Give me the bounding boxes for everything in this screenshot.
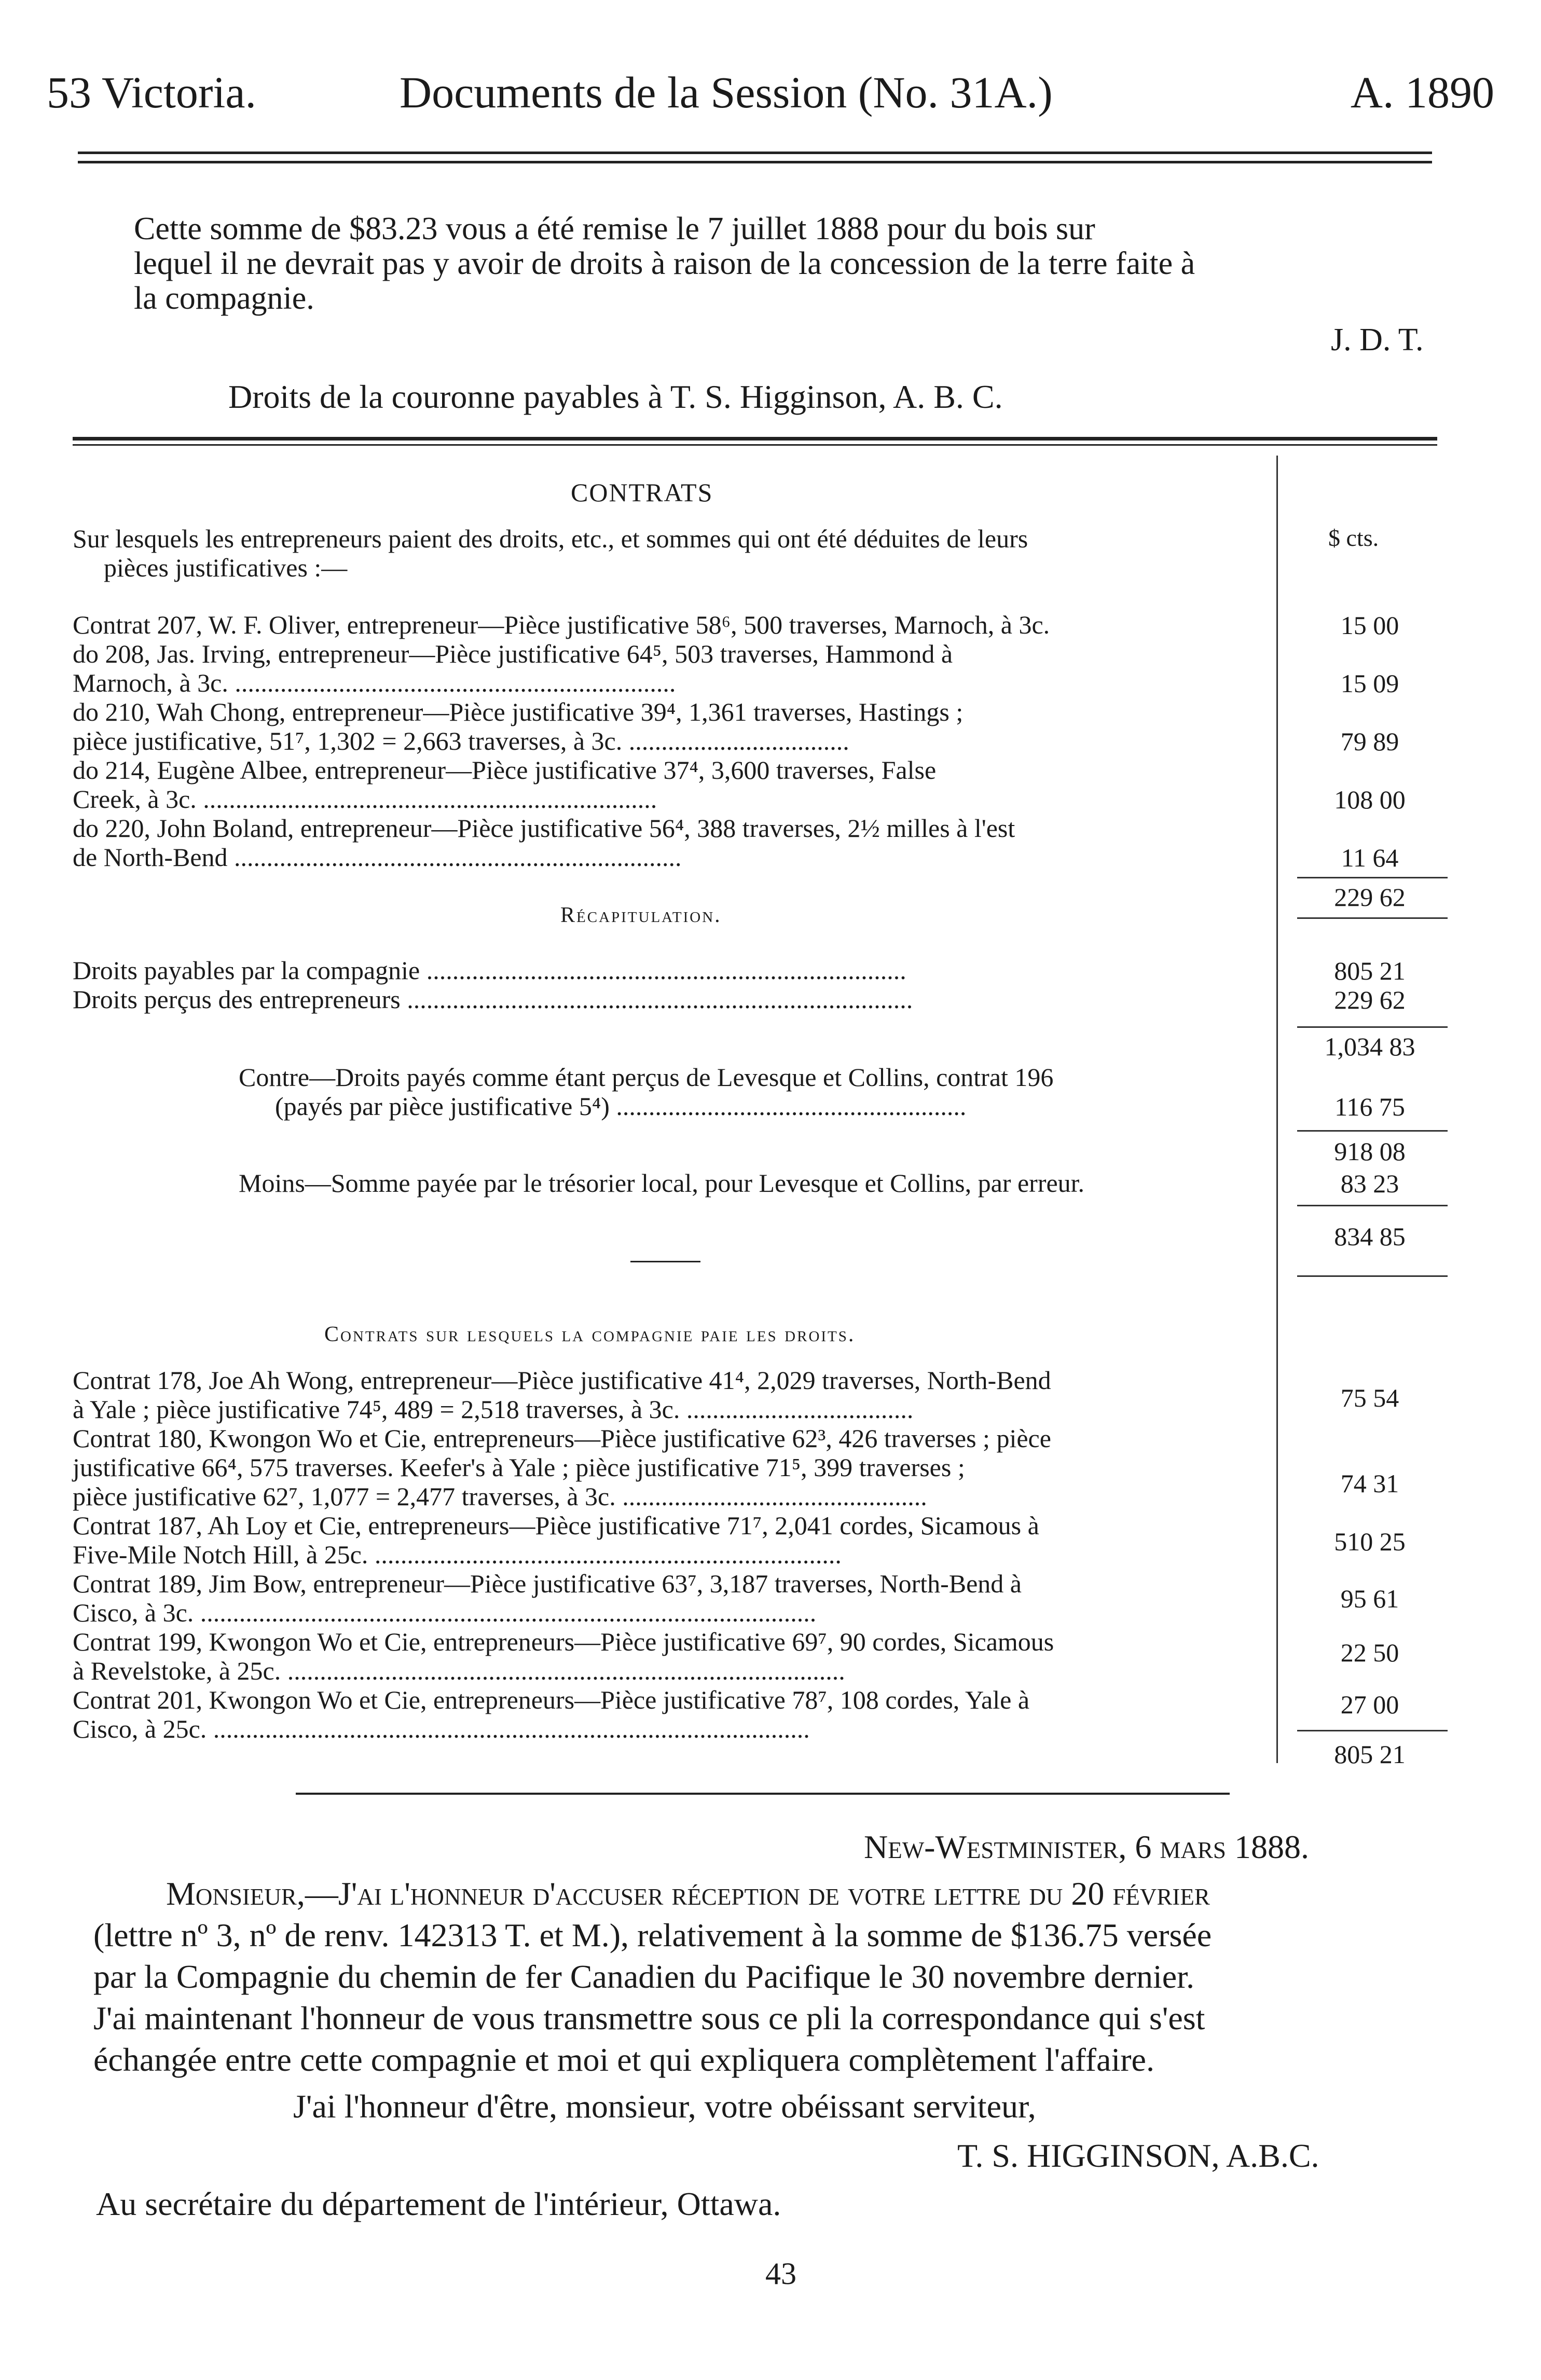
contract-amount: 22 50 — [1340, 1638, 1399, 1667]
header-rule-2 — [78, 161, 1432, 163]
sum-rule — [1297, 877, 1448, 878]
contract-amount: 79 89 — [1340, 727, 1399, 756]
contract-line: à Revelstoke, à 25c. ...................................................................................... — [73, 1656, 845, 1685]
letter-line-1: Monsieur,—J'ai l'honneur d'accuser réception de votre lettre du 20 février — [166, 1875, 1210, 1912]
company-contract-row — [73, 1366, 1276, 1424]
contract-row — [73, 697, 1276, 755]
contract-amount: 74 31 — [1340, 1469, 1399, 1498]
section-divider — [630, 1261, 700, 1262]
contract-row — [73, 814, 1276, 872]
company-contract-row — [73, 1627, 1276, 1685]
company-total: 805 21 — [1334, 1740, 1406, 1769]
contract-line: Cisco, à 3c. ............................................................................................... — [73, 1598, 817, 1627]
contre-row — [239, 1063, 1276, 1121]
intro-line-1: Cette somme de $83.23 vous a été remise le 7 juillet 1888 pour du bois sur — [134, 211, 1095, 246]
contract-line: Contrat 180, Kwongon Wo et Cie, entrepreneurs—Pièce justificative 62³, 426 traverses ; pièce — [73, 1424, 1051, 1453]
contract-line: Contrat 178, Joe Ah Wong, entrepreneur—Pièce justificative 41⁴, 2,029 traverses, North-Bend — [73, 1366, 1051, 1395]
contract-row — [73, 755, 1276, 814]
contract-amount: 15 09 — [1340, 669, 1399, 698]
contract-line: Contrat 207, W. F. Oliver, entrepreneur—Pièce justificative 58⁶, 500 traverses, Marnoch, à 3c. — [73, 610, 1050, 639]
contract-line: Contrat 199, Kwongon Wo et Cie, entrepreneurs—Pièce justificative 69⁷, 90 cordes, Sicamous — [73, 1627, 1054, 1656]
sum-rule — [1297, 1026, 1448, 1028]
company-contract-row — [73, 1424, 1276, 1511]
table-intro-1: Sur lesquels les entrepreneurs paient des droits, etc., et sommes qui ont été déduites de leurs — [73, 524, 1028, 553]
recap-label: Droits payables par la compagnie .......................................................................... — [73, 956, 906, 985]
contract-line: Contrat 189, Jim Bow, entrepreneur—Pièce justificative 63⁷, 3,187 traverses, North-Bend à — [73, 1569, 1022, 1598]
letter-line-2: (lettre nº 3, nº de renv. 142313 T. et M.), relativement à la somme de $136.75 versée — [93, 1917, 1212, 1953]
contract-line: de North-Bend ..................................................................... — [73, 843, 682, 872]
recap-amount: 805 21 — [1334, 956, 1406, 985]
table-top-rule — [73, 437, 1437, 441]
contract-amount: 11 64 — [1341, 843, 1399, 872]
contract-amount: 75 54 — [1340, 1383, 1399, 1412]
contract-amount: 108 00 — [1334, 785, 1406, 814]
contracts-total: 229 62 — [1334, 883, 1406, 912]
header-title: Documents de la Session (No. 31A.) — [400, 67, 1053, 117]
contract-line: do 208, Jas. Irving, entrepreneur—Pièce justificative 64⁵, 503 traverses, Hammond à — [73, 639, 953, 668]
recap-row — [73, 985, 1276, 1014]
contract-amount: 27 00 — [1340, 1690, 1399, 1719]
recap-sum: 1,034 83 — [1324, 1032, 1415, 1061]
sum-rule — [1297, 1275, 1448, 1277]
section-end-rule — [296, 1793, 1230, 1795]
running-header — [47, 66, 1494, 129]
contract-line: à Yale ; pièce justificative 74⁵, 489 = 2,518 traverses, à 3c. ................................... — [73, 1395, 914, 1424]
letter-line-3: par la Compagnie du chemin de fer Canadien du Pacifique le 30 novembre dernier. — [93, 1958, 1194, 1995]
contract-line: Cisco, à 25c. ............................................................................................ — [73, 1714, 810, 1743]
company-contract-row — [73, 1569, 1276, 1627]
contract-amount: 510 25 — [1334, 1527, 1406, 1556]
contract-line: pièce justificative 62⁷, 1,077 = 2,477 traverses, à 3c. ............................................... — [73, 1482, 927, 1511]
contract-line: justificative 66⁴, 575 traverses. Keefer's à Yale ; pièce justificative 71⁵, 399 traverses ; — [73, 1453, 965, 1482]
contract-line: Contrat 201, Kwongon Wo et Cie, entrepreneurs—Pièce justificative 78⁷, 108 cordes, Yale à — [73, 1685, 1030, 1714]
contrats-heading: CONTRATS — [571, 478, 713, 507]
recap-title: Récapitulation. — [560, 903, 722, 927]
contract-line: do 220, John Boland, entrepreneur—Pièce justificative 56⁴, 388 traverses, 2½ milles à l'est — [73, 814, 1015, 843]
company-contracts-title: Contrats sur lesquels la compagnie paie les droits. — [324, 1323, 856, 1346]
dateline-text: New-Westminister, 6 mars 1888. — [864, 1828, 1309, 1865]
contract-amount: 95 61 — [1340, 1584, 1399, 1613]
moins-line: Moins—Somme payée par le trésorier local, pour Levesque et Collins, par erreur. — [239, 1168, 1085, 1198]
contract-line: Contrat 187, Ah Loy et Cie, entrepreneurs—Pièce justificative 71⁷, 2,041 cordes, Sicamous à — [73, 1511, 1039, 1540]
moins-amount: 83 23 — [1340, 1169, 1399, 1198]
initials: J. D. T. — [1331, 322, 1424, 357]
contract-line: do 214, Eugène Albee, entrepreneur—Pièce justificative 37⁴, 3,600 traverses, False — [73, 755, 937, 785]
recap-row — [73, 956, 1276, 985]
contract-line: Five-Mile Notch Hill, à 25c. ........................................................................ — [73, 1540, 842, 1569]
header-year: A. 1890 — [1350, 67, 1494, 117]
contre-amount: 116 75 — [1334, 1092, 1405, 1121]
contract-amount: 15 00 — [1340, 611, 1399, 640]
contre-line: (payés par pièce justificative 5⁴) ...................................................... — [275, 1092, 967, 1121]
letter-line-5: échangée entre cette compagnie et moi et qui expliquera complètement l'affaire. — [93, 2041, 1154, 2078]
table-intro-2: pièces justificatives :— — [104, 553, 348, 582]
company-contract-row — [73, 1511, 1276, 1569]
sum-rule — [1297, 917, 1448, 919]
letter-signature: T. S. HIGGINSON, A.B.C. — [957, 2137, 1319, 2174]
recap-label: Droits perçus des entrepreneurs .............................................................................. — [73, 985, 913, 1014]
contract-line: Marnoch, à 3c. .................................................................... — [73, 668, 676, 697]
letter-line-4: J'ai maintenant l'honneur de vous transmettre sous ce pli la correspondance qui s'est — [93, 2000, 1205, 2037]
after-contre-amount: 918 08 — [1334, 1137, 1406, 1166]
net-amount: 834 85 — [1334, 1222, 1406, 1251]
contre-line: Contre—Droits payés comme étant perçus de Levesque et Collins, contrat 196 — [239, 1063, 1054, 1092]
moins-row — [239, 1168, 1276, 1198]
sum-rule — [1297, 1130, 1448, 1132]
recap-amount: 229 62 — [1334, 985, 1406, 1014]
sum-rule — [1297, 1205, 1448, 1206]
amount-column-divider — [1276, 456, 1278, 1763]
unit-header: $ cts. — [1328, 525, 1379, 551]
contract-row — [73, 610, 1276, 639]
contract-line: pièce justificative, 51⁷, 1,302 = 2,663 traverses, à 3c. .................................. — [73, 726, 849, 755]
letter-dateline — [864, 1826, 1309, 1868]
contract-line: do 210, Wah Chong, entrepreneur—Pièce justificative 39⁴, 1,361 traverses, Hastings ; — [73, 697, 964, 726]
droits-title: Droits de la couronne payables à T. S. Higginson, A. B. C. — [228, 378, 1003, 415]
page-number: 43 — [765, 2257, 796, 2291]
contract-line: Creek, à 3c. ...................................................................... — [73, 785, 657, 814]
company-contract-row — [73, 1685, 1276, 1743]
letter-addressee: Au secrétaire du département de l'intérieur, Ottawa. — [96, 2185, 781, 2222]
letter-closing: J'ai l'honneur d'être, monsieur, votre obéissant serviteur, — [293, 2088, 1036, 2125]
intro-line-2: lequel il ne devrait pas y avoir de droits à raison de la concession de la terre faite à — [134, 246, 1195, 281]
sum-rule — [1297, 1730, 1448, 1731]
contract-row — [73, 639, 1276, 697]
table-top-rule-thin — [73, 444, 1437, 446]
intro-line-3: la compagnie. — [134, 281, 314, 316]
header-volume: 53 Victoria. — [47, 67, 257, 117]
header-rule — [78, 152, 1432, 154]
